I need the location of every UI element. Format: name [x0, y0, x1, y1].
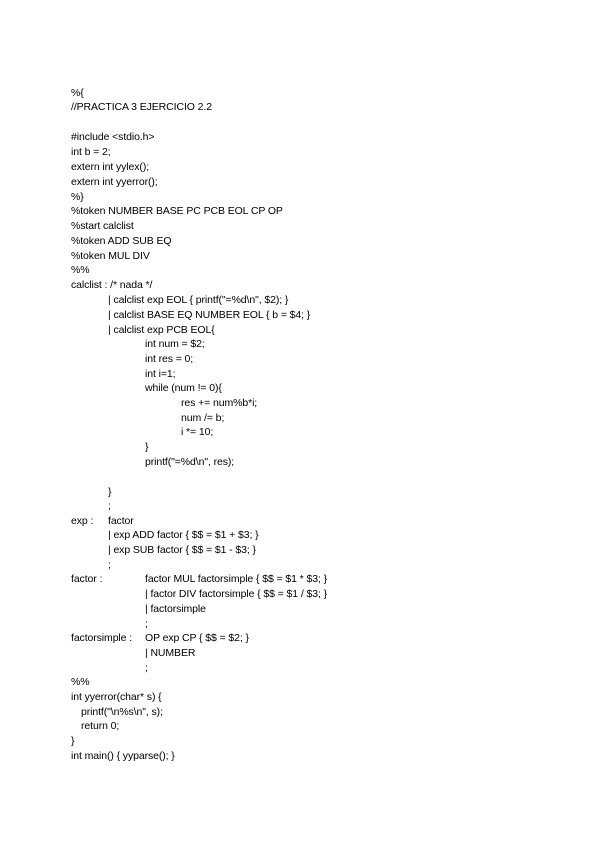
code-line: int yyerror(char* s) {	[71, 691, 162, 703]
code-line: ;	[145, 618, 148, 630]
code-line: calclist : /* nada */	[71, 279, 153, 291]
code-line: factor	[108, 515, 134, 527]
code-line: | factor DIV factorsimple { $$ = $1 / $3; }	[145, 588, 327, 600]
code-line: }	[108, 486, 112, 498]
code-line: OP exp CP { $$ = $2; }	[145, 632, 249, 644]
code-line: extern int yylex();	[71, 161, 150, 173]
code-line: | calclist BASE EQ NUMBER EOL { b = $4; }	[108, 309, 311, 321]
code-line: %start calclist	[71, 220, 134, 232]
code-line: | calclist exp PCB EOL{	[108, 324, 215, 336]
code-line: %token NUMBER BASE PC PCB EOL CP OP	[71, 205, 283, 217]
code-line: factor MUL factorsimple { $$ = $1 * $3; }	[145, 573, 327, 585]
code-line: factorsimple :	[71, 632, 133, 644]
code-line: ;	[108, 559, 111, 571]
code-line: #include <stdio.h>	[71, 131, 155, 143]
code-line: factor :	[71, 573, 103, 585]
code-line: ;	[108, 500, 111, 512]
code-line: ;	[145, 662, 148, 674]
code-line: int b = 2;	[71, 146, 111, 158]
code-line: extern int yyerror();	[71, 176, 158, 188]
code-line: }	[71, 735, 75, 747]
code-line: | exp ADD factor { $$ = $1 + $3; }	[108, 529, 259, 541]
code-line: }	[145, 441, 149, 453]
code-line: %token ADD SUB EQ	[71, 235, 172, 247]
code-line: | factorsimple	[145, 603, 206, 615]
code-line: %token MUL DIV	[71, 250, 150, 262]
code-line: %%	[71, 676, 90, 688]
code-line: while (num != 0){	[145, 382, 222, 394]
code-line: printf("=%d\n", res);	[145, 456, 235, 468]
code-line: | exp SUB factor { $$ = $1 - $3; }	[108, 544, 256, 556]
code-line: %%	[71, 264, 90, 276]
code-line: int res = 0;	[145, 353, 194, 365]
code-line: | calclist exp EOL { printf("=%d\n", $2); }	[108, 294, 289, 306]
code-line: return 0;	[81, 720, 120, 732]
code-line: int main() { yyparse(); }	[71, 750, 175, 762]
code-line: | NUMBER	[145, 647, 196, 659]
code-line: int i=1;	[145, 368, 176, 380]
code-line: int num = $2;	[145, 338, 205, 350]
code-line: i *= 10;	[181, 426, 214, 438]
code-line: printf("\n%s\n", s);	[81, 706, 163, 718]
code-line: //PRACTICA 3 EJERCICIO 2.2	[71, 101, 212, 113]
code-line: %}	[71, 191, 84, 203]
code-line: num /= b;	[181, 412, 225, 424]
code-line: res += num%b*i;	[181, 397, 258, 409]
code-line: %{	[71, 87, 84, 99]
code-line: exp :	[71, 515, 94, 527]
